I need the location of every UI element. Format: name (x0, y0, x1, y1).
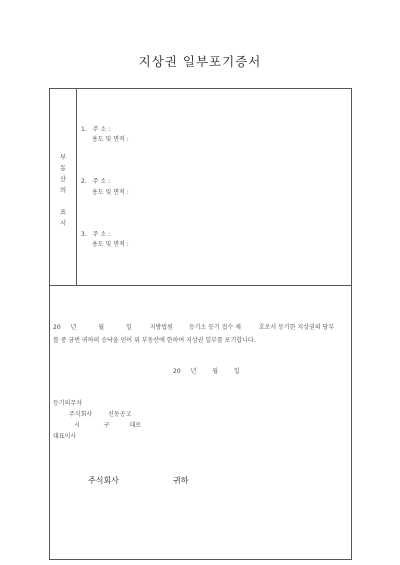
addressee-honorific: 귀하 (173, 476, 189, 485)
statement-line-2: 를 중 금번 귀하의 승낙을 얻어 위 부동산에 한하여 지상권 일부를 포기합니다. (53, 337, 256, 344)
label-char: 동 (59, 164, 67, 172)
addressee-company: 주식회사 (88, 476, 119, 485)
date-year-unit: 년 (190, 368, 197, 375)
address-label: 주 소 : (92, 126, 111, 133)
statement-registry: 등기소 등기 접수 제 (188, 324, 241, 331)
statement-month-unit: 월 (98, 324, 105, 331)
property-description-label (50, 152, 76, 229)
label-char: 부 (59, 153, 67, 161)
obligor-address (74, 420, 141, 429)
property-3-usage: 용도 및 면적 : (92, 241, 129, 248)
property-number: 2. (81, 178, 87, 185)
obligor-road: 대로 (129, 422, 142, 429)
date-line (173, 366, 240, 375)
document-title: 지상권 일부포기증서 (138, 54, 262, 69)
statement-court: 지방법원 (149, 324, 173, 331)
statement-line-1 (53, 322, 334, 331)
statement-clause: 호로서 등기한 지상권의 당부 (258, 324, 335, 331)
date-month-unit: 월 (212, 368, 219, 375)
statement-day-unit: 일 (126, 324, 132, 331)
property-number: 1. (81, 126, 87, 133)
statement-year: 20 (53, 324, 61, 331)
property-3-address (81, 229, 110, 238)
statement-year-unit: 년 (70, 324, 77, 331)
date-day-unit: 일 (234, 368, 240, 375)
property-number: 3. (81, 231, 87, 238)
label-column-divider (76, 88, 77, 285)
address-label: 주 소 : (92, 178, 111, 185)
property-2-address (81, 176, 110, 185)
label-char: 표 (59, 208, 67, 216)
property-1-address (81, 124, 110, 133)
obligor-label: 등기의무자 (53, 400, 82, 407)
obligor-company-name: 신동공고 (108, 411, 132, 418)
obligor-city: 시 (74, 422, 80, 429)
obligor-district: 구 (103, 422, 110, 429)
label-char: 시 (59, 219, 67, 227)
label-char: 산 (59, 175, 67, 183)
obligor-company (69, 409, 131, 418)
property-1-usage: 용도 및 면적 : (92, 136, 129, 143)
obligor-company-prefix: 주식회사 (69, 411, 93, 418)
label-char: 의 (59, 186, 67, 194)
property-2-usage: 용도 및 면적 : (92, 189, 129, 196)
date-year: 20 (173, 368, 181, 375)
obligor-representative: 대표이사 (53, 433, 77, 440)
section-divider (49, 285, 352, 286)
address-label: 주 소 : (92, 231, 111, 238)
